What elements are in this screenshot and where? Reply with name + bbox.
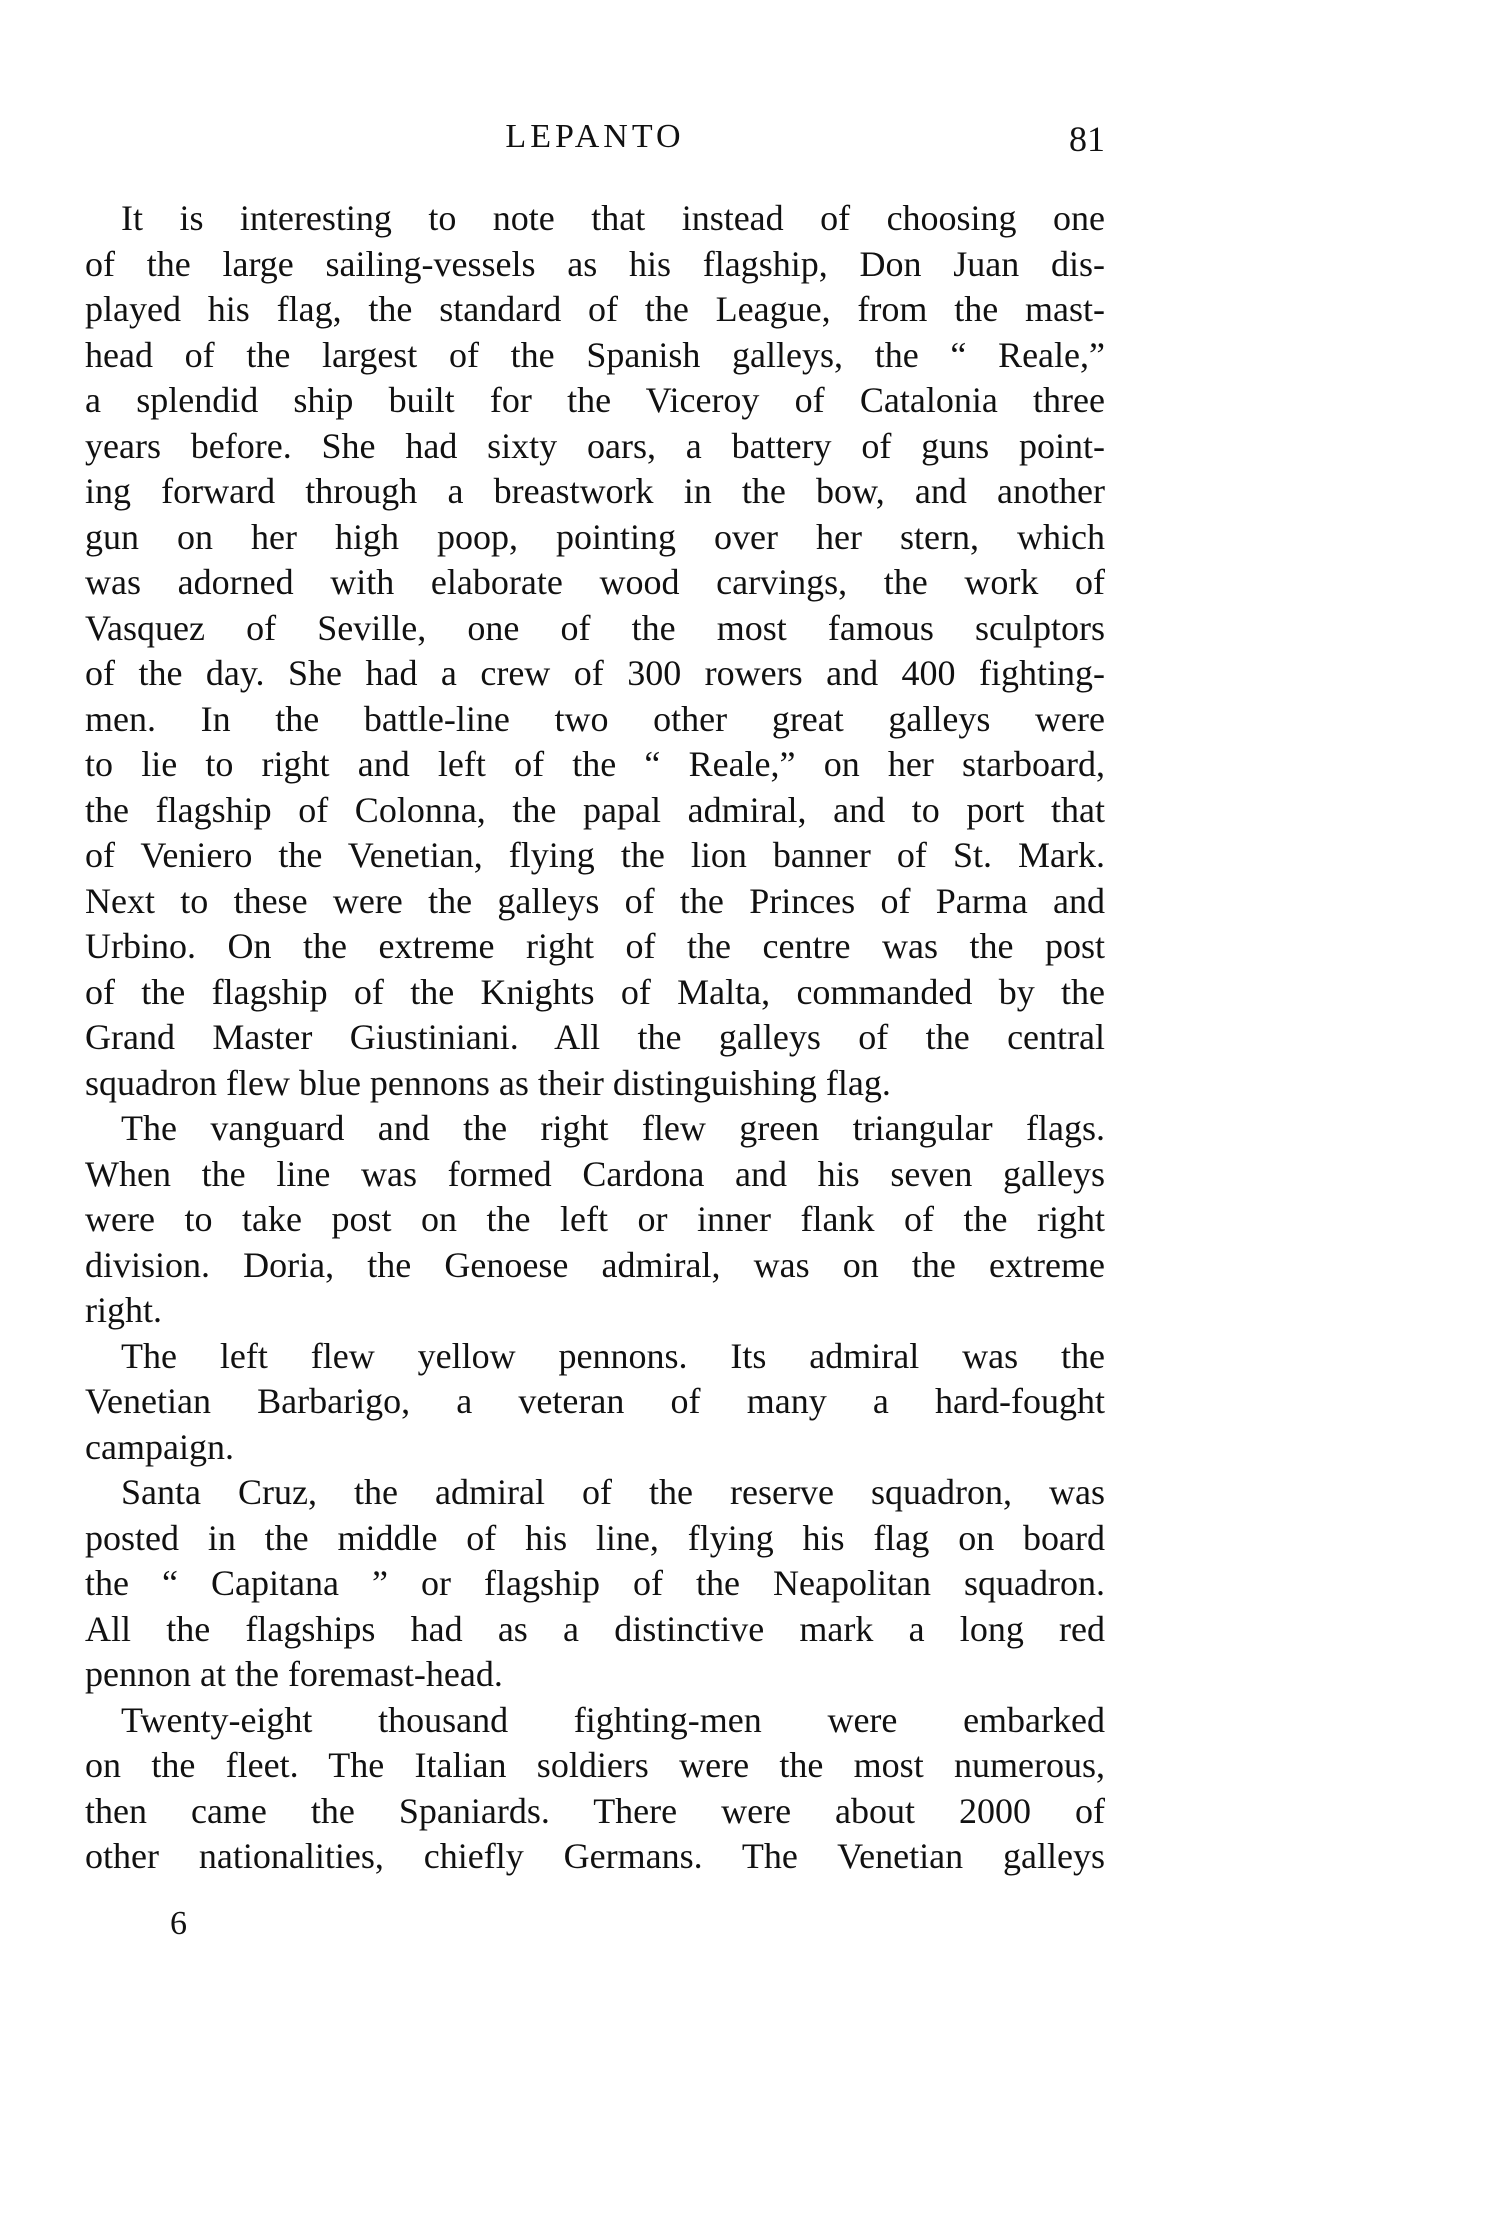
text-line: Urbino. On the extreme right of the centre was the post bbox=[85, 926, 1105, 966]
text-line: played his flag, the standard of the League, from the mast- bbox=[85, 289, 1105, 329]
text-line: to lie to right and left of the “ Reale,” on her starboard, bbox=[85, 744, 1105, 784]
running-title: LEPANTO bbox=[505, 118, 685, 155]
text-line: Vasquez of Seville, one of the most famous sculptors bbox=[85, 607, 1105, 648]
text-line: The vanguard and the right flew green triangular flags. bbox=[121, 1108, 1105, 1148]
text-line: It is interesting to note that instead of choosing one bbox=[121, 198, 1105, 238]
text-line: gun on her high poop, pointing over her stern, which bbox=[85, 516, 1105, 557]
text-line: were to take post on the left or inner flank of the right bbox=[85, 1199, 1105, 1239]
text-line: men. In the battle-line two other great galleys were bbox=[85, 698, 1105, 739]
text-line: of the day. She had a crew of 300 rowers and 400 fighting- bbox=[85, 653, 1105, 693]
text-line: head of the largest of the Spanish galleys, the “ Reale,” bbox=[85, 334, 1105, 375]
page-number: 81 bbox=[1069, 119, 1105, 159]
text-line: of the large sailing-vessels as his flagship, Don Juan dis- bbox=[85, 243, 1105, 284]
text-line: on the fleet. The Italian soldiers were the most numerous, bbox=[85, 1745, 1105, 1785]
text-line: a splendid ship built for the Viceroy of Catalonia three bbox=[85, 380, 1105, 420]
text-line: then came the Spaniards. There were about 2000 of bbox=[85, 1790, 1105, 1831]
text-line: of Veniero the Venetian, flying the lion banner of St. Mark. bbox=[85, 835, 1105, 875]
body-text bbox=[85, 196, 1105, 1880]
text-line: pennon at the foremast-head. bbox=[85, 1654, 503, 1694]
text-line: Venetian Barbarigo, a veteran of many a hard-fought bbox=[85, 1381, 1105, 1421]
text-line: years before. She had sixty oars, a battery of guns point- bbox=[85, 425, 1105, 466]
text-line: Grand Master Giustiniani. All the galleys of the central bbox=[85, 1017, 1105, 1057]
signature-mark: 6 bbox=[170, 1905, 187, 1942]
text-line: the “ Capitana ” or flagship of the Neapolitan squadron. bbox=[85, 1563, 1105, 1603]
text-line: Next to these were the galleys of the Princes of Parma and bbox=[85, 880, 1105, 921]
text-line: the flagship of Colonna, the papal admiral, and to port that bbox=[85, 789, 1105, 830]
text-line: squadron flew blue pennons as their distinguishing flag. bbox=[85, 1062, 891, 1103]
text-line: campaign. bbox=[85, 1426, 234, 1467]
page-header bbox=[85, 118, 1105, 168]
text-line: All the flagships had as a distinctive mark a long red bbox=[85, 1608, 1105, 1649]
text-line: Santa Cruz, the admiral of the reserve squadron, was bbox=[121, 1472, 1105, 1512]
text-line: was adorned with elaborate wood carvings, the work of bbox=[85, 562, 1105, 602]
text-line: of the flagship of the Knights of Malta, commanded by the bbox=[85, 971, 1105, 1012]
text-line: right. bbox=[85, 1290, 162, 1330]
text-line: Twenty-eight thousand fighting-men were embarked bbox=[121, 1699, 1105, 1740]
text-line: division. Doria, the Genoese admiral, was on the extreme bbox=[85, 1244, 1105, 1285]
text-line: When the line was formed Cardona and his seven galleys bbox=[85, 1153, 1105, 1194]
text-line: posted in the middle of his line, flying his flag on board bbox=[85, 1517, 1105, 1558]
text-line: other nationalities, chiefly Germans. The Venetian galleys bbox=[85, 1836, 1105, 1876]
text-line: The left flew yellow pennons. Its admiral was the bbox=[121, 1335, 1105, 1376]
text-line: ing forward through a breastwork in the bow, and another bbox=[85, 471, 1105, 511]
